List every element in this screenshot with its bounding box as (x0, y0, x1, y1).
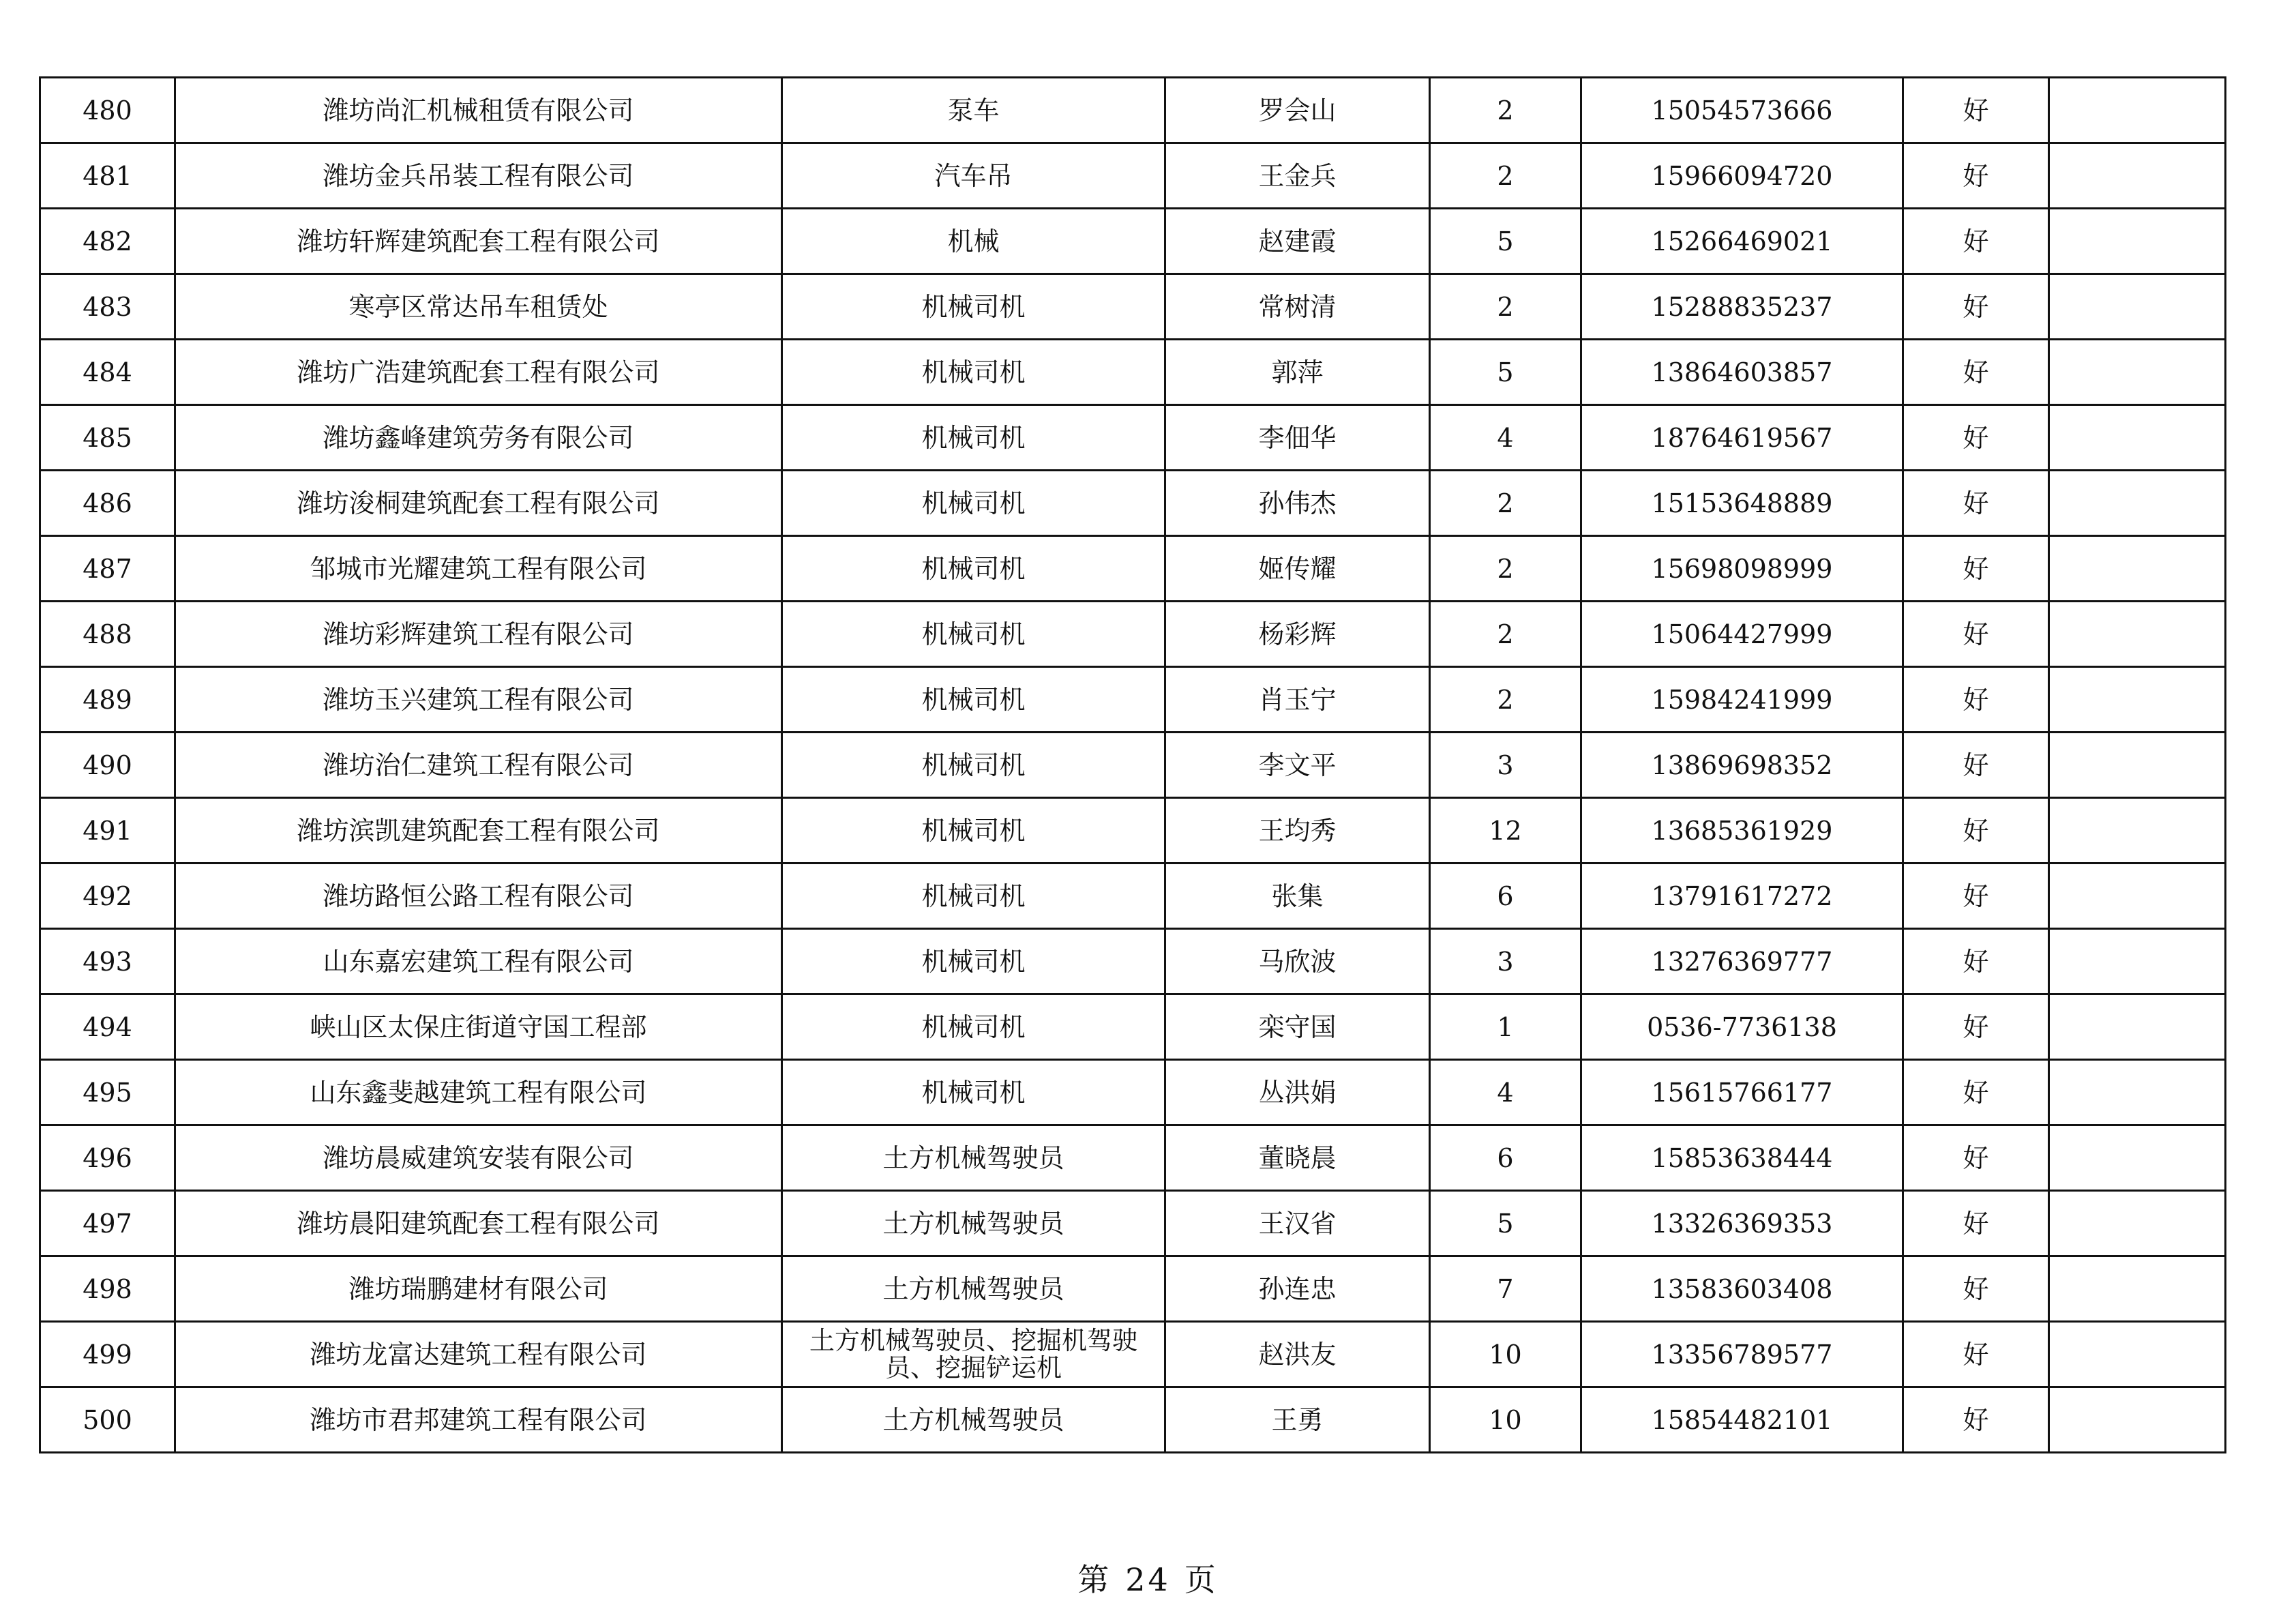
cell-phone: 13583603408 (1581, 1256, 1903, 1322)
cell-company: 潍坊轩辉建筑配套工程有限公司 (175, 209, 782, 274)
cell-contact: 董晓晨 (1165, 1125, 1430, 1191)
cell-company: 潍坊玉兴建筑工程有限公司 (175, 667, 782, 733)
cell-no: 497 (40, 1191, 175, 1256)
table-row (40, 536, 2226, 602)
page-prefix: 第 (1077, 1561, 1112, 1598)
cell-note (2049, 143, 2226, 209)
cell-contact: 王金兵 (1165, 143, 1430, 209)
cell-contact: 丛洪娟 (1165, 1060, 1430, 1125)
cell-rating: 好 (1903, 536, 2049, 602)
cell-phone: 13276369777 (1581, 929, 1903, 994)
table-row (40, 405, 2226, 471)
cell-no: 487 (40, 536, 175, 602)
cell-phone: 15698098999 (1581, 536, 1903, 602)
cell-note (2049, 405, 2226, 471)
cell-count: 1 (1430, 994, 1581, 1060)
cell-no: 493 (40, 929, 175, 994)
cell-count: 6 (1430, 863, 1581, 929)
cell-type: 机械司机 (782, 863, 1165, 929)
cell-contact: 孙伟杰 (1165, 471, 1430, 536)
table-row (40, 1387, 2226, 1453)
cell-count: 2 (1430, 602, 1581, 667)
table-row (40, 471, 2226, 536)
table-row (40, 274, 2226, 340)
page-number-footer (0, 1555, 2296, 1600)
cell-note (2049, 667, 2226, 733)
cell-company: 潍坊滨凯建筑配套工程有限公司 (175, 798, 782, 863)
cell-note (2049, 1060, 2226, 1125)
cell-contact: 李佃华 (1165, 405, 1430, 471)
cell-contact: 王勇 (1165, 1387, 1430, 1453)
cell-contact: 栾守国 (1165, 994, 1430, 1060)
cell-type: 土方机械驾驶员 (782, 1191, 1165, 1256)
cell-note (2049, 209, 2226, 274)
cell-count: 2 (1430, 143, 1581, 209)
cell-count: 5 (1430, 340, 1581, 405)
cell-contact: 马欣波 (1165, 929, 1430, 994)
cell-no: 495 (40, 1060, 175, 1125)
cell-no: 489 (40, 667, 175, 733)
cell-phone: 13864603857 (1581, 340, 1903, 405)
cell-no: 485 (40, 405, 175, 471)
cell-type: 机械司机 (782, 667, 1165, 733)
cell-company: 潍坊浚桐建筑配套工程有限公司 (175, 471, 782, 536)
cell-no: 494 (40, 994, 175, 1060)
cell-contact: 常树清 (1165, 274, 1430, 340)
cell-rating: 好 (1903, 798, 2049, 863)
cell-note (2049, 1125, 2226, 1191)
table-row (40, 733, 2226, 798)
cell-company: 山东嘉宏建筑工程有限公司 (175, 929, 782, 994)
cell-no: 484 (40, 340, 175, 405)
cell-note (2049, 929, 2226, 994)
table-row (40, 209, 2226, 274)
cell-no: 480 (40, 78, 175, 143)
cell-count: 4 (1430, 1060, 1581, 1125)
cell-rating: 好 (1903, 602, 2049, 667)
cell-phone: 18764619567 (1581, 405, 1903, 471)
cell-count: 4 (1430, 405, 1581, 471)
cell-rating: 好 (1903, 1191, 2049, 1256)
cell-company: 潍坊金兵吊装工程有限公司 (175, 143, 782, 209)
cell-note (2049, 602, 2226, 667)
cell-rating: 好 (1903, 1387, 2049, 1453)
cell-phone: 15054573666 (1581, 78, 1903, 143)
cell-phone: 15615766177 (1581, 1060, 1903, 1125)
cell-rating: 好 (1903, 209, 2049, 274)
cell-type: 土方机械驾驶员 (782, 1125, 1165, 1191)
cell-no: 482 (40, 209, 175, 274)
cell-no: 500 (40, 1387, 175, 1453)
cell-note (2049, 78, 2226, 143)
cell-phone: 13791617272 (1581, 863, 1903, 929)
cell-rating: 好 (1903, 340, 2049, 405)
cell-count: 10 (1430, 1387, 1581, 1453)
cell-note (2049, 1191, 2226, 1256)
cell-note (2049, 536, 2226, 602)
cell-company: 潍坊市君邦建筑工程有限公司 (175, 1387, 782, 1453)
cell-phone: 13326369353 (1581, 1191, 1903, 1256)
cell-count: 2 (1430, 78, 1581, 143)
cell-company: 潍坊广浩建筑配套工程有限公司 (175, 340, 782, 405)
table-row (40, 667, 2226, 733)
cell-type: 机械司机 (782, 471, 1165, 536)
table-row (40, 1256, 2226, 1322)
cell-rating: 好 (1903, 78, 2049, 143)
cell-count: 2 (1430, 667, 1581, 733)
cell-type: 机械司机 (782, 929, 1165, 994)
table-row (40, 798, 2226, 863)
page-number: 24 (1125, 1561, 1171, 1598)
cell-count: 3 (1430, 929, 1581, 994)
cell-no: 486 (40, 471, 175, 536)
cell-phone: 15153648889 (1581, 471, 1903, 536)
cell-company: 潍坊治仁建筑工程有限公司 (175, 733, 782, 798)
cell-company: 潍坊路恒公路工程有限公司 (175, 863, 782, 929)
cell-phone: 15853638444 (1581, 1125, 1903, 1191)
cell-note (2049, 994, 2226, 1060)
cell-count: 2 (1430, 536, 1581, 602)
table-row (40, 1322, 2226, 1387)
cell-rating: 好 (1903, 1125, 2049, 1191)
cell-no: 488 (40, 602, 175, 667)
cell-phone: 15288835237 (1581, 274, 1903, 340)
cell-type: 机械司机 (782, 405, 1165, 471)
table-row (40, 994, 2226, 1060)
cell-company: 山东鑫斐越建筑工程有限公司 (175, 1060, 782, 1125)
cell-contact: 罗会山 (1165, 78, 1430, 143)
cell-count: 3 (1430, 733, 1581, 798)
cell-phone: 15966094720 (1581, 143, 1903, 209)
company-table (39, 76, 2226, 1453)
cell-count: 12 (1430, 798, 1581, 863)
cell-count: 5 (1430, 209, 1581, 274)
cell-rating: 好 (1903, 143, 2049, 209)
cell-count: 10 (1430, 1322, 1581, 1387)
cell-contact: 王汉省 (1165, 1191, 1430, 1256)
cell-rating: 好 (1903, 405, 2049, 471)
cell-type: 机械司机 (782, 340, 1165, 405)
cell-no: 498 (40, 1256, 175, 1322)
cell-note (2049, 274, 2226, 340)
cell-company: 潍坊尚汇机械租赁有限公司 (175, 78, 782, 143)
cell-no: 491 (40, 798, 175, 863)
cell-phone: 13685361929 (1581, 798, 1903, 863)
cell-type: 汽车吊 (782, 143, 1165, 209)
cell-count: 7 (1430, 1256, 1581, 1322)
cell-contact: 赵建霞 (1165, 209, 1430, 274)
cell-phone: 13356789577 (1581, 1322, 1903, 1387)
table-row (40, 1125, 2226, 1191)
cell-company: 潍坊鑫峰建筑劳务有限公司 (175, 405, 782, 471)
cell-company: 峡山区太保庄街道守国工程部 (175, 994, 782, 1060)
cell-note (2049, 340, 2226, 405)
table-row (40, 1060, 2226, 1125)
table-row (40, 78, 2226, 143)
cell-company: 潍坊彩辉建筑工程有限公司 (175, 602, 782, 667)
cell-rating: 好 (1903, 929, 2049, 994)
cell-phone: 13869698352 (1581, 733, 1903, 798)
cell-count: 2 (1430, 471, 1581, 536)
cell-note (2049, 1256, 2226, 1322)
cell-rating: 好 (1903, 733, 2049, 798)
cell-type: 机械 (782, 209, 1165, 274)
table-row (40, 340, 2226, 405)
cell-rating: 好 (1903, 863, 2049, 929)
table-row (40, 1191, 2226, 1256)
cell-contact: 杨彩辉 (1165, 602, 1430, 667)
cell-type: 机械司机 (782, 733, 1165, 798)
cell-rating: 好 (1903, 1060, 2049, 1125)
cell-count: 6 (1430, 1125, 1581, 1191)
cell-phone: 15854482101 (1581, 1387, 1903, 1453)
cell-type: 机械司机 (782, 798, 1165, 863)
cell-company: 潍坊瑞鹏建材有限公司 (175, 1256, 782, 1322)
table-body (40, 78, 2226, 1453)
table-row (40, 143, 2226, 209)
cell-no: 496 (40, 1125, 175, 1191)
cell-count: 5 (1430, 1191, 1581, 1256)
cell-note (2049, 798, 2226, 863)
cell-type: 土方机械驾驶员、挖掘机驾驶员、挖掘铲运机 (782, 1322, 1165, 1387)
cell-type: 机械司机 (782, 1060, 1165, 1125)
cell-type: 土方机械驾驶员 (782, 1387, 1165, 1453)
page-suffix: 页 (1184, 1561, 1219, 1598)
cell-company: 寒亭区常达吊车租赁处 (175, 274, 782, 340)
cell-no: 492 (40, 863, 175, 929)
cell-note (2049, 1387, 2226, 1453)
cell-rating: 好 (1903, 274, 2049, 340)
cell-rating: 好 (1903, 667, 2049, 733)
cell-company: 邹城市光耀建筑工程有限公司 (175, 536, 782, 602)
cell-note (2049, 863, 2226, 929)
cell-contact: 郭萍 (1165, 340, 1430, 405)
cell-contact: 姬传耀 (1165, 536, 1430, 602)
cell-no: 490 (40, 733, 175, 798)
cell-no: 499 (40, 1322, 175, 1387)
cell-contact: 李文平 (1165, 733, 1430, 798)
cell-type: 机械司机 (782, 536, 1165, 602)
cell-no: 483 (40, 274, 175, 340)
cell-rating: 好 (1903, 994, 2049, 1060)
cell-rating: 好 (1903, 1322, 2049, 1387)
cell-phone: 15064427999 (1581, 602, 1903, 667)
data-table-container (39, 76, 2224, 1453)
cell-rating: 好 (1903, 471, 2049, 536)
cell-company: 潍坊晨威建筑安装有限公司 (175, 1125, 782, 1191)
table-row (40, 602, 2226, 667)
cell-type: 土方机械驾驶员 (782, 1256, 1165, 1322)
cell-phone: 15984241999 (1581, 667, 1903, 733)
cell-phone: 15266469021 (1581, 209, 1903, 274)
cell-type: 机械司机 (782, 602, 1165, 667)
cell-note (2049, 1322, 2226, 1387)
cell-contact: 肖玉宁 (1165, 667, 1430, 733)
table-row (40, 929, 2226, 994)
cell-company: 潍坊晨阳建筑配套工程有限公司 (175, 1191, 782, 1256)
cell-no: 481 (40, 143, 175, 209)
cell-company: 潍坊龙富达建筑工程有限公司 (175, 1322, 782, 1387)
cell-note (2049, 471, 2226, 536)
cell-contact: 赵洪友 (1165, 1322, 1430, 1387)
cell-contact: 孙连忠 (1165, 1256, 1430, 1322)
cell-type: 机械司机 (782, 994, 1165, 1060)
table-row (40, 863, 2226, 929)
cell-phone: 0536-7736138 (1581, 994, 1903, 1060)
cell-contact: 王均秀 (1165, 798, 1430, 863)
cell-type: 机械司机 (782, 274, 1165, 340)
cell-count: 2 (1430, 274, 1581, 340)
cell-contact: 张集 (1165, 863, 1430, 929)
cell-rating: 好 (1903, 1256, 2049, 1322)
cell-note (2049, 733, 2226, 798)
cell-type: 泵车 (782, 78, 1165, 143)
